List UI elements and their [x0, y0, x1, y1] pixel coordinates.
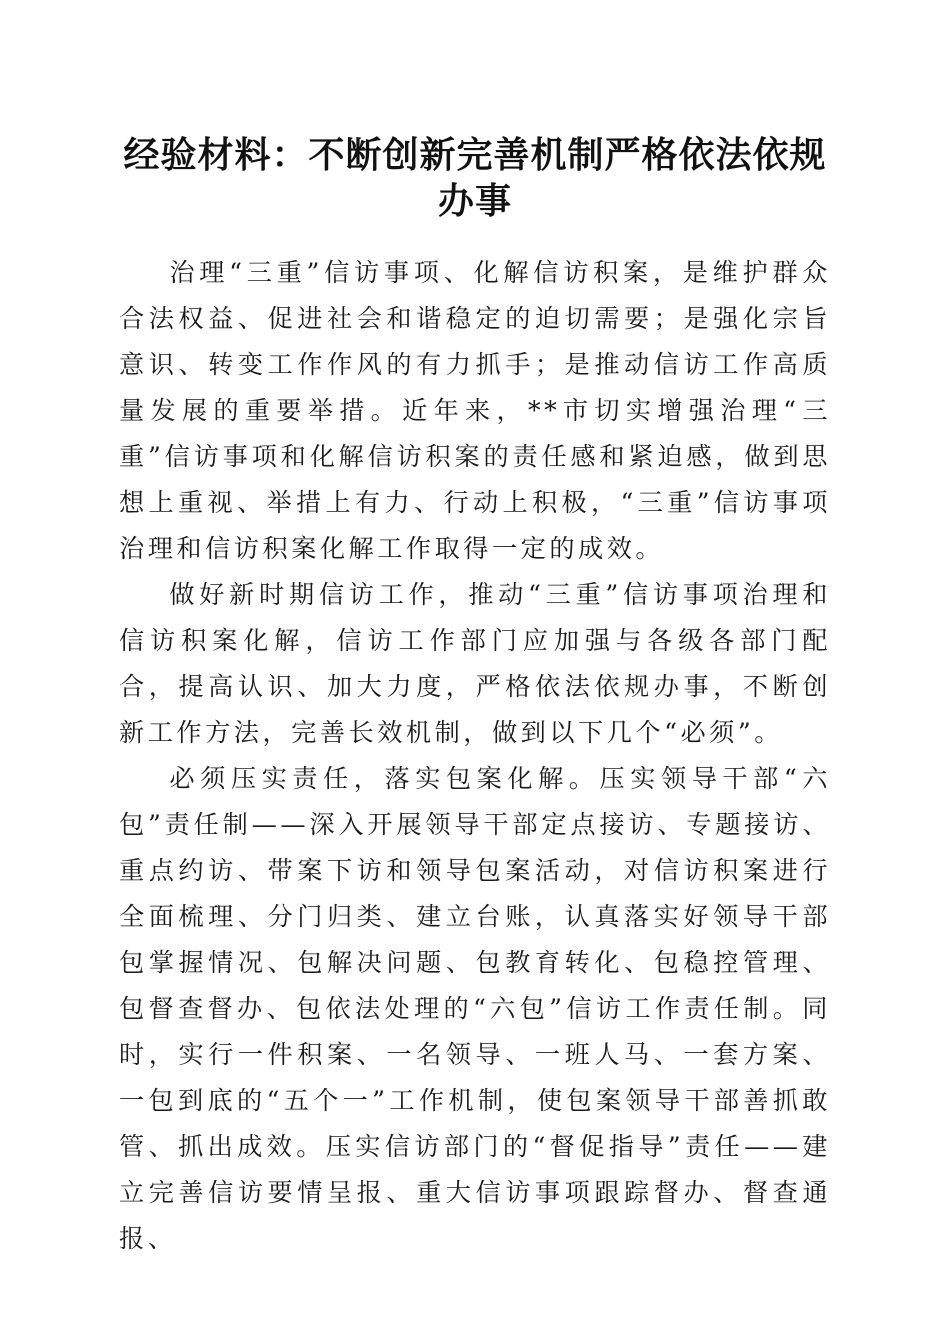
- paragraph: 治理“三重”信访事项、化解信访积案，是维护群众合法权益、促进社会和谐稳定的迫切需要；是强化宗旨意识、转变工作作风的有力抓手；是推动信访工作高质量发展的重要举措。近年来，**市切实增强治理“三重”信访事项和化解信访积案的责任感和紧迫感，做到思想上重视、举措上有力、行动上积极，“三重”信访事项治理和信访积案化解工作取得一定的成效。: [119, 258, 831, 563]
- paragraph: 做好新时期信访工作，推动“三重”信访事项治理和信访积案化解，信访工作部门应加强与各级各部门配合，提高认识、加大力度，严格依法依规办事，不断创新工作方法，完善长效机制，做到以下几个“必须”。: [119, 580, 831, 747]
- paragraph: 必须压实责任，落实包案化解。压实领导干部“六包”责任制——深入开展领导干部定点接访、专题接访、重点约访、带案下访和领导包案活动，对信访积案进行全面梳理、分门归类、建立台账，认真落实好领导干部包掌握情况、包解决问题、包教育转化、包稳控管理、包督查督办、包依法处理的“六包”信访工作责任制。同时，实行一件积案、一名领导、一班人马、一套方案、一包到底的“五个一”工作机制，使包案领导干部善抓敢管、抓出成效。压实信访部门的“督促指导”责任——建立完善信访要情呈报、重大信访事项跟踪督办、督查通报、: [119, 764, 831, 1253]
- document-body: [119, 250, 831, 1262]
- document-title: 经验材料：不断创新完善机制严格依法依规办事: [123, 134, 827, 222]
